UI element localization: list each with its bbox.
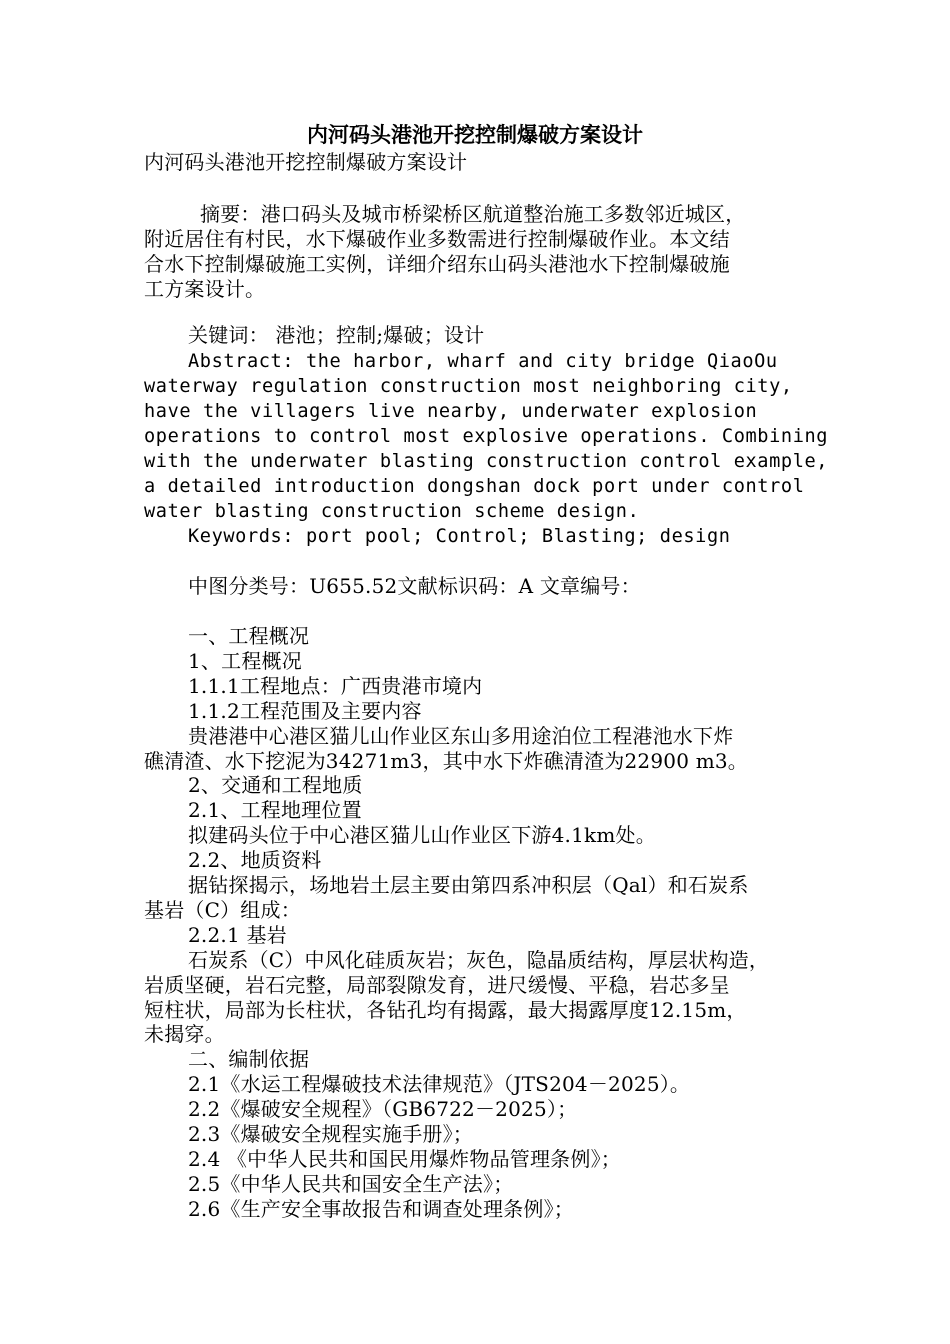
abstract-cn-line-1: 摘要：港口码头及城市桥梁桥区航道整治施工多数邻近城区，	[200, 202, 746, 226]
body-line: 基岩（C）组成：	[144, 898, 301, 922]
subsection-heading: 2.2、地质资料	[188, 848, 322, 872]
abstract-en-line-4: operations to control most explosive operations. Combining	[144, 426, 829, 447]
abstract-en-line-1: Abstract: the harbor, wharf and city bridge QiaoOu	[188, 351, 778, 372]
reference-item: 2.2《爆破安全规程》（GB6722－2025）；	[188, 1097, 578, 1121]
abstract-cn-line-3: 合水下控制爆破施工实例，详细介绍东山码头港池水下控制爆破施	[144, 252, 730, 276]
abstract-en-line-3: have the villagers live nearby, underwater explosion	[144, 401, 758, 422]
reference-item: 2.5《中华人民共和国安全生产法》；	[188, 1172, 514, 1196]
subsection-heading: 2.2.1 基岩	[188, 923, 287, 947]
subsection-heading: 2、交通和工程地质	[188, 773, 363, 797]
section-heading-1: 一、工程概况	[188, 624, 310, 648]
body-line: 贵港港中心港区猫儿山作业区东山多用途泊位工程港池水下炸	[188, 724, 734, 748]
abstract-cn-line-2: 附近居住有村民，水下爆破作业多数需进行控制爆破作业。本文结	[144, 227, 730, 251]
subsection-heading: 2.1、工程地理位置	[188, 798, 362, 822]
body-line: 1.1.1工程地点：广西贵港市境内	[188, 674, 483, 698]
body-line: 岩质坚硬，岩石完整，局部裂隙发育，进尺缓慢、平稳，岩芯多呈	[144, 973, 730, 997]
document-title: 内河码头港池开挖控制爆破方案设计	[307, 122, 643, 147]
abstract-cn-line-4: 工方案设计。	[144, 277, 266, 301]
body-line: 拟建码头位于中心港区猫儿山作业区下游4.1km处。	[188, 823, 656, 847]
abstract-en-line-5: with the underwater blasting construction control example,	[144, 451, 829, 472]
reference-item: 2.6《生产安全事故报告和调查处理条例》；	[188, 1197, 575, 1221]
document-subtitle: 内河码头港池开挖控制爆破方案设计	[144, 150, 468, 174]
reference-item: 2.1《水运工程爆破技术法律规范》（JTS204－2025）。	[188, 1072, 691, 1096]
abstract-en-line-6: a detailed introduction dongshan dock port under control	[144, 476, 805, 497]
subsection-heading: 1、工程概况	[188, 649, 302, 673]
body-line: 石炭系（C）中风化硅质灰岩；灰色，隐晶质结构，厚层状构造，	[188, 948, 770, 972]
keywords-en: Keywords: port pool; Control; Blasting; design	[188, 526, 731, 547]
keywords-cn: 关键词： 港池；控制;爆破；设计	[188, 323, 485, 347]
reference-item: 2.4 《中华人民共和国民用爆炸物品管理条例》；	[188, 1147, 621, 1171]
classification-line: 中图分类号：U655.52文献标识码：A 文章编号：	[188, 574, 641, 598]
body-line: 未揭穿。	[144, 1022, 225, 1046]
abstract-en-line-7: water blasting construction scheme design.	[144, 501, 640, 522]
body-line: 礁清渣、水下挖泥为34271m3，其中水下炸礁清渣为22900 m3。	[144, 749, 748, 773]
body-line: 1.1.2工程范围及主要内容	[188, 699, 422, 723]
section-heading-2: 二、编制依据	[188, 1047, 310, 1071]
body-line: 据钻探揭示，场地岩土层主要由第四系冲积层（Qal）和石炭系	[188, 873, 749, 897]
body-line: 短柱状，局部为长柱状，各钻孔均有揭露，最大揭露厚度12.15m，	[144, 998, 747, 1022]
abstract-en-line-2: waterway regulation construction most neighboring city,	[144, 376, 793, 397]
reference-item: 2.3《爆破安全规程实施手册》；	[188, 1122, 474, 1146]
